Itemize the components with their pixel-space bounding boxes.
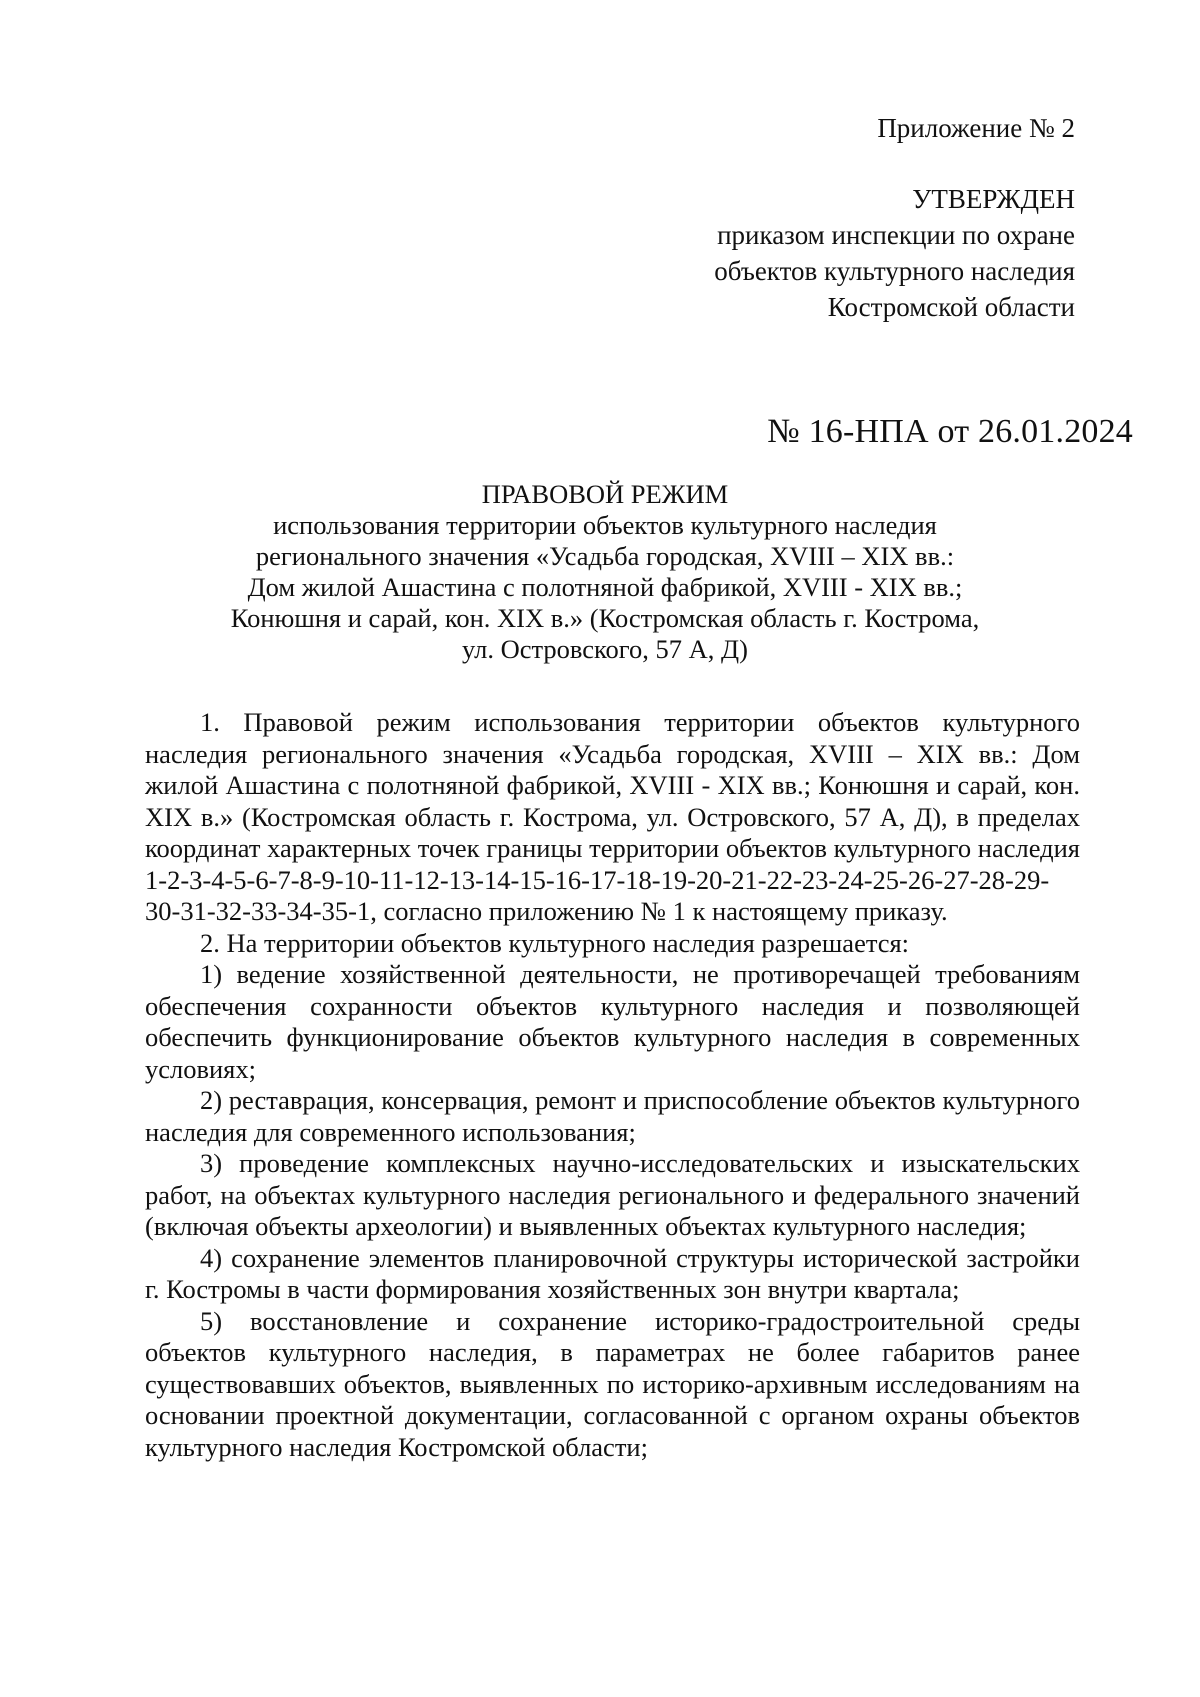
title-line: ул. Островского, 57 А, Д) — [462, 634, 748, 664]
document-title — [130, 479, 1080, 665]
document-body — [145, 707, 1080, 1463]
paragraph: 1. Правовой режим использования территории объектов культурного наследия регионального значения «Усадьба городская, XVIII – XIX вв.: Дом жилой Ашастина с полотняной фабрикой, XVIII - XIX вв.; Конюшня и сарай, кон. XIX в.» (Костромская область г. Кострома, ул. Островского, 57 А, Д), в пределах координат характерных точек границы территории объектов культурного наследия 1-2-3-4-5-6-7-8-9-10-11-12-13-14-15-16-17-18-19-20-21-22-23-24-25-26-27-28-29-30-31-32-33-34-35-1, согласно приложению № 1 к настоящему приказу. — [145, 707, 1080, 926]
paragraph: 2) реставрация, консервация, ремонт и приспособление объектов культурного наследия для современного использования; — [145, 1085, 1080, 1147]
order-number: № 16-НПА от 26.01.2024 — [767, 413, 1133, 450]
title-line: Дом жилой Ашастина с полотняной фабрикой, XVIII - XIX вв.; — [247, 572, 963, 602]
title-line: использования территории объектов культурного наследия — [273, 510, 937, 540]
approved-by-line: приказом инспекции по охране — [717, 220, 1075, 250]
paragraph: 1) ведение хозяйственной деятельности, не противоречащей требованиям обеспечения сохранности объектов культурного наследия и позволяющей обеспечить функционирование объектов культурного наследия в современных условиях; — [145, 959, 1080, 1084]
title-heading: ПРАВОВОЙ РЕЖИМ — [481, 479, 729, 509]
approved-by-line: объектов культурного наследия — [714, 256, 1075, 286]
approved-by-line: Костромской области — [827, 292, 1075, 322]
appendix-label: Приложение № 2 — [877, 113, 1075, 143]
approved-stamp: УТВЕРЖДЕН — [912, 184, 1075, 214]
paragraph: 2. На территории объектов культурного наследия разрешается: — [200, 927, 910, 958]
approval-block — [714, 181, 1075, 325]
paragraph: 4) сохранение элементов планировочной структуры исторической застройки г. Костромы в части формирования хозяйственных зон внутри квартала; — [145, 1242, 1080, 1304]
paragraph: 5) восстановление и сохранение историко-градостроительной среды объектов культурного наследия, в параметрах не более габаритов ранее существовавших объектов, выявленных по историко-архивным исследованиям на основании проектной документации, согласованной с органом охраны объектов культурного наследия Костромской области; — [145, 1305, 1080, 1462]
title-line: Конюшня и сарай, кон. XIX в.» (Костромская область г. Кострома, — [230, 603, 980, 633]
title-line: регионального значения «Усадьба городская, XVIII – XIX вв.: — [255, 541, 955, 571]
paragraph: 3) проведение комплексных научно-исследовательских и изыскательских работ, на объектах культурного наследия регионального и федерального значений (включая объекты археологии) и выявленных объектах культурного наследия; — [145, 1148, 1080, 1241]
